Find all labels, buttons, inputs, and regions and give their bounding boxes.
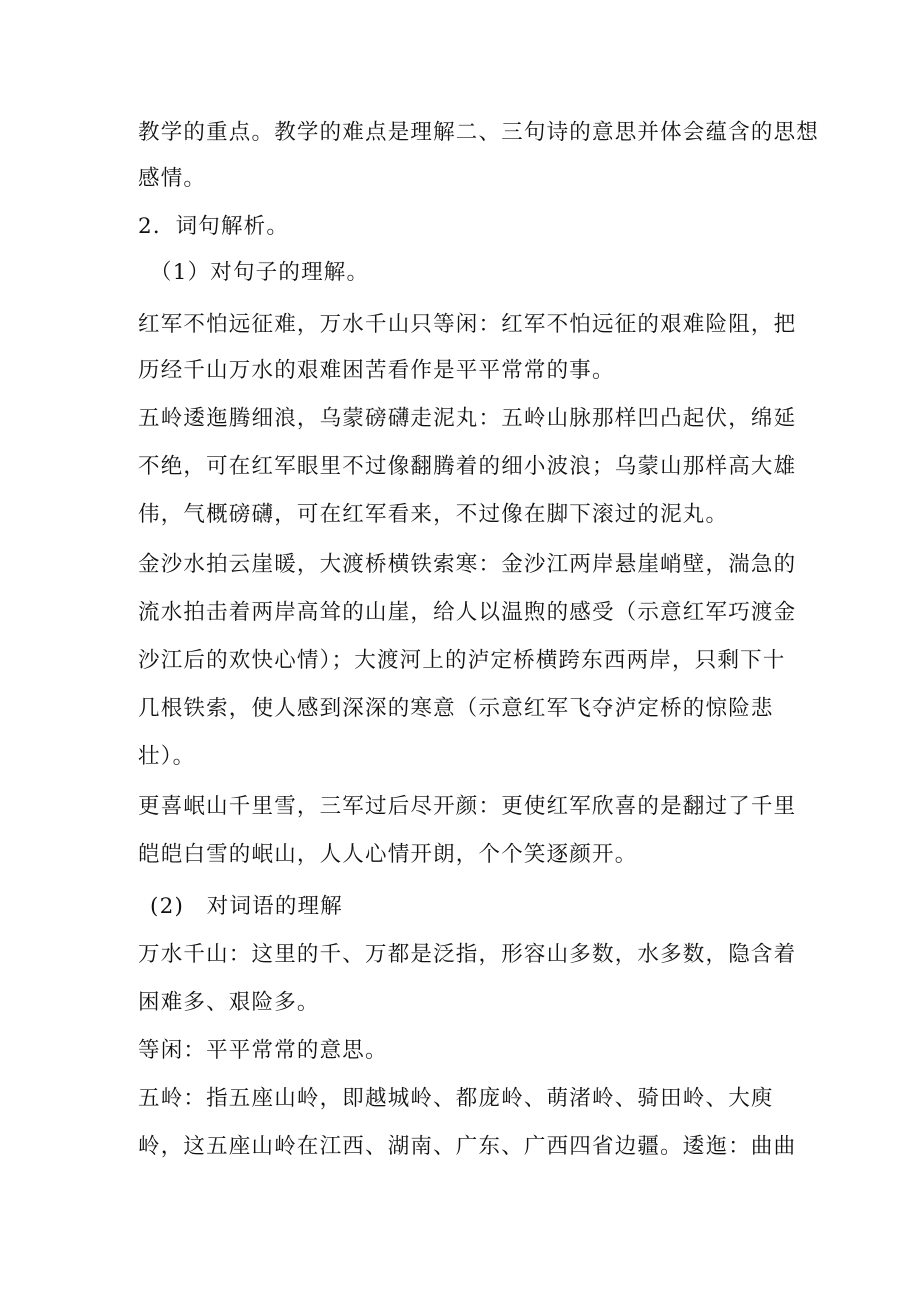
text-line-1: 教学的重点。教学的难点是理解二、三句诗的意思并体会蕴含的思想 — [138, 120, 820, 145]
text-line-15: 更喜岷山千里雪，三军过后尽开颜：更使红军欣喜的是翻过了千里 — [138, 794, 797, 819]
text-line-11: 流水拍击着两岸高耸的山崖，给人以温煦的感受（示意红军巧渡金 — [138, 600, 797, 625]
text-line-7: 五岭逶迤腾细浪，乌蒙磅礴走泥丸：五岭山脉那样凹凸起伏，绵延 — [138, 406, 797, 431]
text-line-14: 壮）。 — [138, 744, 196, 769]
text-line-12: 沙江后的欢快心情）；大渡河上的泸定桥横跨东西两岸，只剩下十 — [138, 648, 786, 673]
text-line-18: 万水千山：这里的千、万都是泛指，形容山多数，水多数，隐含着 — [138, 942, 797, 967]
text-line-19: 困难多、艰险多。 — [138, 990, 320, 1015]
subheading-word-understanding: (2) 对词语的理解 — [150, 894, 343, 919]
text-line-8: 不绝，可在红军眼里不过像翻腾着的细小波浪；乌蒙山那样高大雄 — [138, 454, 797, 479]
text-line-5: 红军不怕远征难，万水千山只等闲：红军不怕远征的艰难险阻，把 — [138, 312, 797, 337]
subheading-sentence-understanding: （1）对句子的理解。 — [150, 260, 370, 285]
text-line-21: 五岭：指五座山岭，即越城岭、都庞岭、萌渚岭、骑田岭、大庾 — [138, 1086, 774, 1111]
text-line-10: 金沙水拍云崖暖，大渡桥横铁索寒：金沙江两岸悬崖峭壁，湍急的 — [138, 552, 797, 577]
text-line-6: 历经千山万水的艰难困苦看作是平平常常的事。 — [138, 358, 615, 383]
text-line-22: 岭，这五座山岭在江西、湖南、广东、广西四省边疆。逶迤：曲曲 — [138, 1134, 797, 1159]
text-line-9: 伟，气概磅礴，可在红军看来，不过像在脚下滚过的泥丸。 — [138, 502, 729, 527]
text-line-16: 皑皑白雪的岷山，人人心情开朗，个个笑逐颜开。 — [138, 842, 638, 867]
text-line-13: 几根铁索，使人感到深深的寒意（示意红军飞夺泸定桥的惊险悲 — [138, 696, 774, 721]
text-line-2: 感情。 — [138, 166, 207, 191]
section-heading-2: 2．词句解析。 — [138, 214, 290, 239]
text-line-20: 等闲：平平常常的意思。 — [138, 1038, 388, 1063]
